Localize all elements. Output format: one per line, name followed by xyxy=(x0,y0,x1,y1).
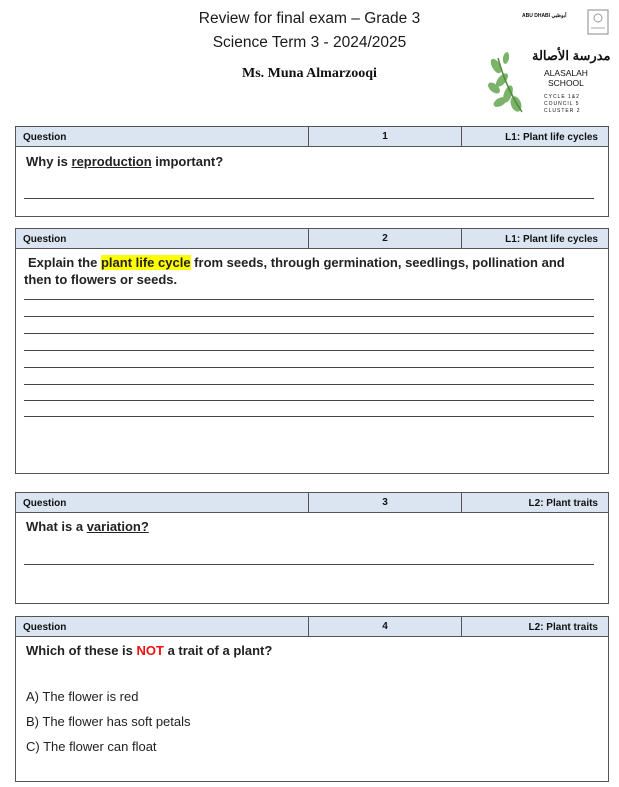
answer-line[interactable] xyxy=(24,316,594,317)
question-outcome: L2: Plant traits xyxy=(528,622,598,633)
option-b[interactable]: B) The flower has soft petals xyxy=(26,714,191,729)
school-logo xyxy=(488,8,613,120)
question-outcome: L1: Plant life cycles xyxy=(505,234,598,245)
question-outcome: L2: Plant traits xyxy=(528,498,598,509)
answer-line[interactable] xyxy=(24,333,594,334)
option-c[interactable]: C) The flower can float xyxy=(26,739,157,754)
teacher-name: Ms. Muna Almarzooqi xyxy=(242,66,377,81)
question-number: 2 xyxy=(308,229,462,248)
question-header xyxy=(16,617,608,637)
question-header xyxy=(16,493,608,513)
question-text: Explain the plant life cycle from seeds, through germination, seedlings, pollination and xyxy=(28,255,565,270)
option-a[interactable]: A) The flower is red xyxy=(26,689,139,704)
school-name-line-2: SCHOOL xyxy=(548,78,584,88)
question-label: Question xyxy=(23,132,67,143)
answer-line[interactable] xyxy=(24,400,594,401)
question-number: 4 xyxy=(308,617,462,636)
answer-line[interactable] xyxy=(24,384,594,385)
question-block-1 xyxy=(15,126,609,217)
question-text-line-2: then to flowers or seeds. xyxy=(24,272,178,287)
question-block-4 xyxy=(15,616,609,782)
answer-line[interactable] xyxy=(24,367,594,368)
question-header xyxy=(16,127,608,147)
answer-line[interactable] xyxy=(24,416,594,417)
question-label: Question xyxy=(23,498,67,509)
question-label: Question xyxy=(23,234,67,245)
question-block-2 xyxy=(15,228,609,474)
title-line-2: Science Term 3 - 2024/2025 xyxy=(212,34,407,51)
question-text: Why is reproduction important? xyxy=(26,154,224,169)
cycle-label: CYCLE 1&2 xyxy=(544,94,580,100)
question-text: Which of these is NOT a trait of a plant? xyxy=(26,643,273,658)
answer-line[interactable] xyxy=(24,299,594,300)
school-name-line-1: ALASALAH xyxy=(544,68,588,78)
title-line-1: Review for final exam – Grade 3 xyxy=(198,10,421,27)
abu-dhabi-label: ABU DHABI أبوظبي xyxy=(522,13,567,19)
question-number: 1 xyxy=(308,127,462,146)
answer-line[interactable] xyxy=(24,350,594,351)
council-label: COUNCIL 5 xyxy=(544,101,580,107)
question-header xyxy=(16,229,608,249)
question-label: Question xyxy=(23,622,67,633)
question-outcome: L1: Plant life cycles xyxy=(505,132,598,143)
question-text: What is a variation? xyxy=(26,519,149,534)
question-number: 3 xyxy=(308,493,462,512)
arabic-school-name: مدرسة الأصالة xyxy=(532,48,611,63)
answer-line[interactable] xyxy=(24,198,594,199)
cluster-label: CLUSTER 2 xyxy=(544,108,581,114)
answer-line[interactable] xyxy=(24,564,594,565)
question-block-3 xyxy=(15,492,609,604)
